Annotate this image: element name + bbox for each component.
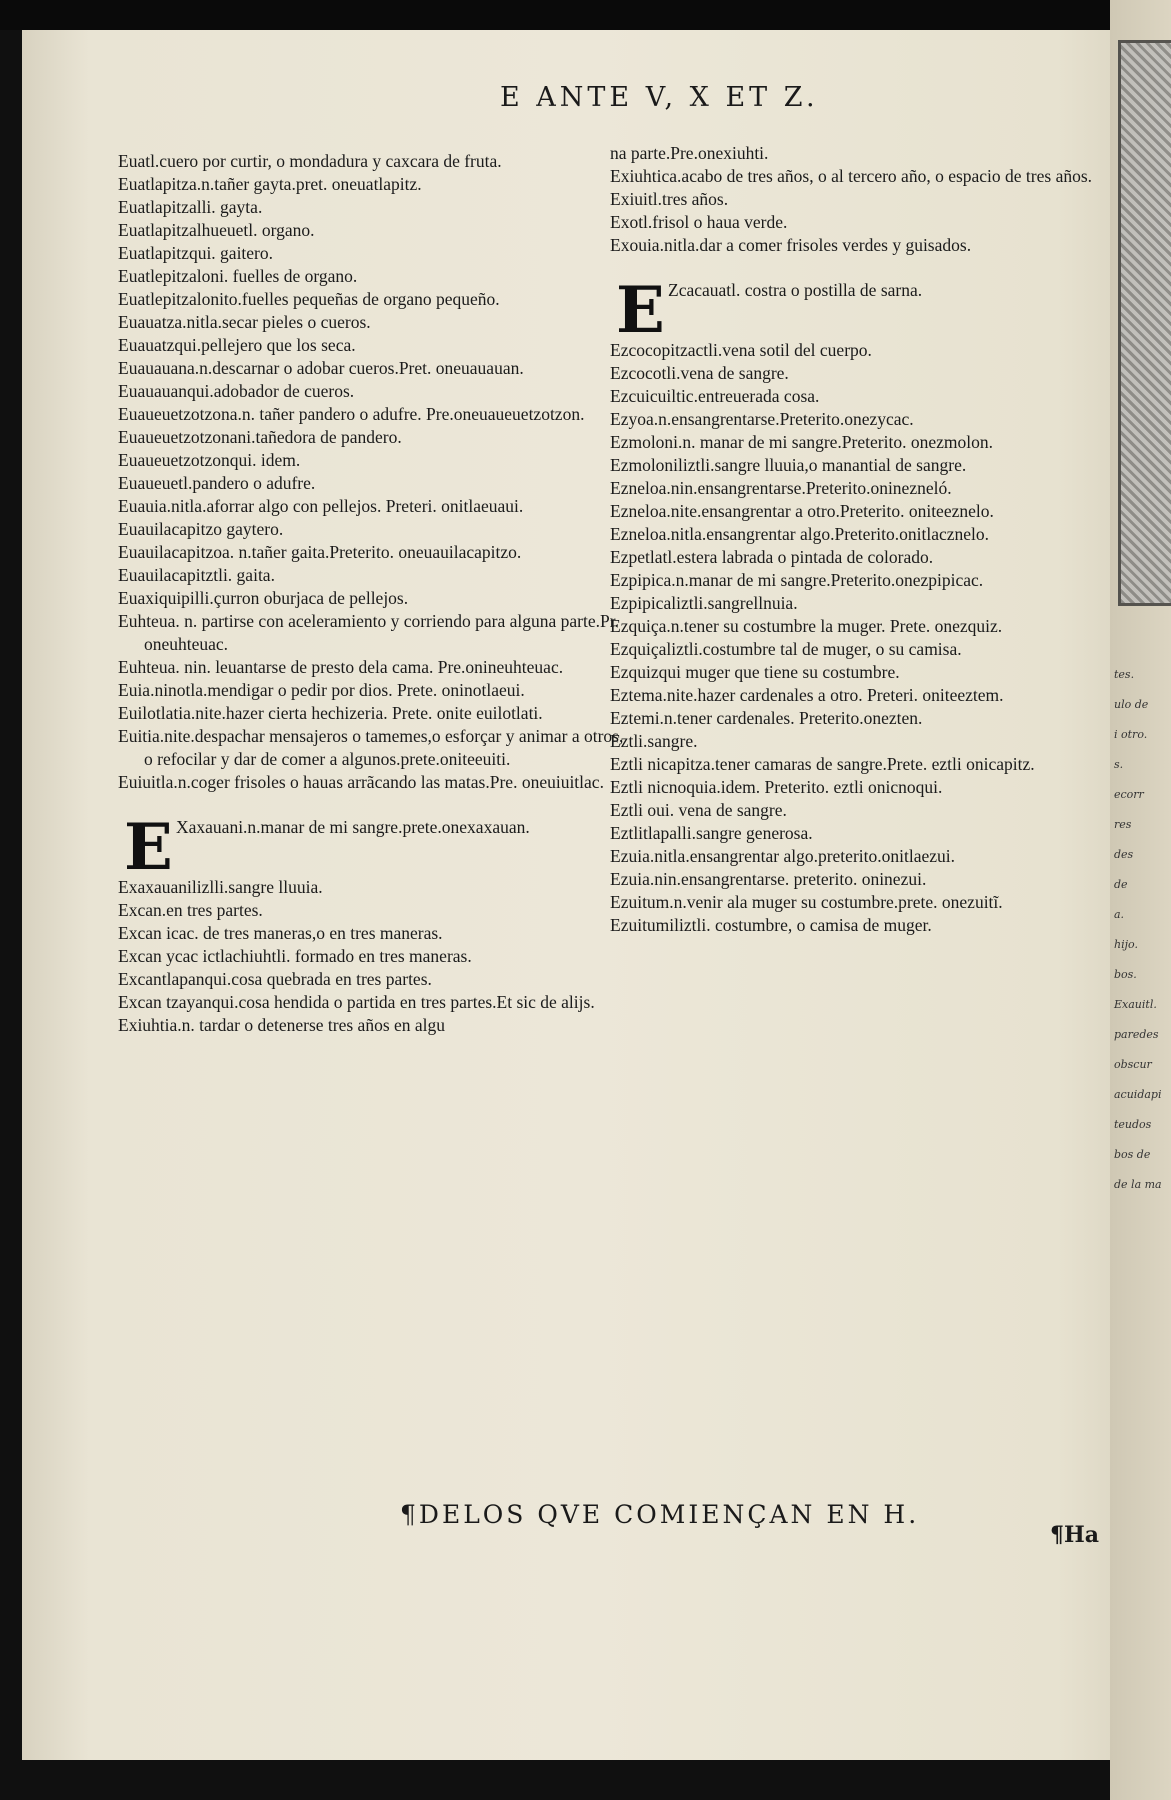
adjacent-page-edge (1110, 0, 1171, 1800)
dictionary-entry: Ezcuicuiltic.entreuerada cosa. (610, 386, 820, 406)
left-section-start (118, 810, 628, 885)
dictionary-entry: Ezuia.nitla.ensangrentar algo.preterito.onitlaezui. (610, 846, 955, 866)
dictionary-entry: Euauatza.nitla.secar pieles o cueros. (118, 312, 371, 332)
dictionary-entry: Euauatzqui.pellejero que los seca. (118, 335, 356, 355)
adjacent-fragment: tes. (1114, 668, 1135, 681)
catchword: ¶Ha (1050, 1522, 1100, 1548)
dictionary-entry: Euaueuetl.pandero o adufre. (118, 473, 316, 493)
dictionary-entry: Euia.ninotla.mendigar o pedir por dios. Prete. oninotlaeui. (118, 680, 525, 700)
section-rubric: ¶DELOS QVE COMIENÇAN EN H. (400, 1500, 920, 1529)
dictionary-entry: Exouia.nitla.dar a comer frisoles verdes y guisados. (610, 235, 972, 255)
dictionary-entry: Exiuhtica.acabo de tres años, o al tercero año, o espacio de tres años. (610, 166, 1093, 186)
dictionary-entry: Eztli nicnoquia.idem. Preterito. eztli onicnoqui. (610, 777, 943, 797)
left-section-entries (118, 876, 628, 1037)
adjacent-fragment: bos de (1114, 1148, 1151, 1161)
dictionary-entry: Ezneloa.nite.ensangrentar a otro.Preterito. oniteeznelo. (610, 501, 994, 521)
dictionary-entry: Exiuitl.tres años. (610, 189, 729, 209)
dictionary-entry: Euiuitla.n.coger frisoles o hauas arrãcando las matas.Pre. oneuiuitlac. (118, 772, 604, 792)
dictionary-entry: Euatlepitzaloni. fuelles de organo. (118, 266, 358, 286)
section-first-entry: Zcacauatl. costra o postilla de sarna. (668, 280, 923, 300)
right-column (610, 142, 1115, 937)
adjacent-fragment: hijo. (1114, 938, 1138, 951)
dictionary-entry: Euauauana.n.descarnar o adobar cueros.Pret. oneuauauan. (118, 358, 524, 378)
dictionary-entry: Euauilacapitzo gaytero. (118, 519, 284, 539)
right-top-entries (610, 142, 1115, 257)
dictionary-entry: Ezyoa.n.ensangrentarse.Preterito.onezycac. (610, 409, 914, 429)
dictionary-entry: Ezneloa.nin.ensangrentarse.Preterito.oninezneló. (610, 478, 952, 498)
left-entries (118, 150, 628, 794)
dictionary-entry: Ezcocopitzactli.vena sotil del cuerpo. (610, 340, 872, 360)
dictionary-entry: Euatlepitzalonito.fuelles pequeñas de organo pequeño. (118, 289, 500, 309)
dictionary-entry: Exaxauanilizlli.sangre lluuia. (118, 877, 323, 897)
dictionary-entry: Euhteua. n. partirse con aceleramiento y corriendo para alguna parte.Pr. oneuhteuac. (118, 611, 619, 654)
dictionary-entry: Eztlitlapalli.sangre generosa. (610, 823, 813, 843)
drop-cap-initial: E (124, 810, 173, 885)
adjacent-fragment: paredes (1114, 1028, 1159, 1041)
dictionary-entry: Euitia.nite.despachar mensajeros o tamemes,o esforçar y animar a otros, o refocilar y dar de comer a algunos.prete.oniteeuiti. (118, 726, 624, 769)
dictionary-entry: Ezmoloniliztli.sangre lluuia,o manantial de sangre. (610, 455, 967, 475)
dictionary-entry: Ezmoloni.n. manar de mi sangre.Preterito. onezmolon. (610, 432, 993, 452)
drop-cap-initial: E (616, 273, 665, 348)
dictionary-entry: Ezuitumiliztli. costumbre, o camisa de muger. (610, 915, 932, 935)
dictionary-entry: Excan ycac ictlachiuhtli. formado en tres maneras. (118, 946, 472, 966)
dictionary-entry: Eztli oui. vena de sangre. (610, 800, 787, 820)
dictionary-entry: Euaueuetzotzona.n. tañer pandero o adufre. Pre.oneuaueuetzotzon. (118, 404, 585, 424)
dictionary-entry: Excan tzayanqui.cosa hendida o partida en tres partes.Et sic de alijs. (118, 992, 595, 1012)
adjacent-fragment: a. (1114, 908, 1125, 921)
dictionary-entry: Euhteua. nin. leuantarse de presto dela cama. Pre.onineuhteuac. (118, 657, 564, 677)
adjacent-fragment: teudos (1114, 1118, 1152, 1131)
adjacent-fragment: de la ma (1114, 1178, 1162, 1191)
dictionary-entry: Exiuhtia.n. tardar o detenerse tres años en algu (118, 1015, 446, 1035)
dictionary-entry: Ezpetlatl.estera labrada o pintada de colorado. (610, 547, 934, 567)
running-head: E ANTE V, X ET Z. (500, 82, 819, 113)
dictionary-entry: Excan.en tres partes. (118, 900, 263, 920)
dictionary-entry: Eztli.sangre. (610, 731, 698, 751)
dictionary-entry: Euatl.cuero por curtir, o mondadura y caxcara de fruta. (118, 151, 502, 171)
adjacent-fragment: bos. (1114, 968, 1137, 981)
right-section-start (610, 273, 1115, 348)
dictionary-entry: Euatlapitza.n.tañer gayta.pret. oneuatlapitz. (118, 174, 422, 194)
dictionary-entry: Euauilacapitzoa. n.tañer gaita.Preterito. oneuauilacapitzo. (118, 542, 522, 562)
dictionary-entry: Euaueuetzotzonqui. idem. (118, 450, 301, 470)
dictionary-entry: Euaxiquipilli.çurron oburjaca de pellejos. (118, 588, 409, 608)
dictionary-entry: Euatlapitzalhueuetl. organo. (118, 220, 315, 240)
dictionary-entry: Ezpipica.n.manar de mi sangre.Preterito.onezpipicac. (610, 570, 984, 590)
dictionary-entry: Ezuitum.n.venir ala muger su costumbre.prete. onezuitĩ. (610, 892, 1003, 912)
dictionary-entry: Euatlapitzalli. gayta. (118, 197, 263, 217)
dictionary-entry: Euaueuetzotzonani.tañedora de pandero. (118, 427, 402, 447)
left-column (118, 150, 628, 1037)
adjacent-fragment: Exauitl. (1114, 998, 1157, 1011)
adjacent-fragment: acuidapi (1114, 1088, 1162, 1101)
dictionary-entry: Ezpipicaliztli.sangrellnuia. (610, 593, 798, 613)
dictionary-entry: Euauauanqui.adobador de cueros. (118, 381, 355, 401)
adjacent-fragment: obscur (1114, 1058, 1152, 1071)
adjacent-fragment: i otro. (1114, 728, 1148, 741)
dictionary-entry: Euauilacapitztli. gaita. (118, 565, 275, 585)
dictionary-entry: Excan icac. de tres maneras,o en tres maneras. (118, 923, 443, 943)
adjacent-fragment: res (1114, 818, 1132, 831)
scan-top-margin (0, 0, 1171, 30)
dictionary-entry: na parte.Pre.onexiuhti. (610, 143, 769, 163)
dictionary-entry: Ezquiça.n.tener su costumbre la muger. Prete. onezquiz. (610, 616, 1003, 636)
dictionary-entry: Ezuia.nin.ensangrentarse. preterito. oninezui. (610, 869, 927, 889)
dictionary-entry: Ezquiçaliztli.costumbre tal de muger, o su camisa. (610, 639, 962, 659)
decorative-border-ornament (1118, 40, 1171, 606)
adjacent-fragment: ecorr (1114, 788, 1144, 801)
dictionary-entry: Ezquizqui muger que tiene su costumbre. (610, 662, 900, 682)
dictionary-entry: Eztemi.n.tener cardenales. Preterito.onezten. (610, 708, 923, 728)
dictionary-entry: Euauia.nitla.aforrar algo con pellejos. Preteri. onitlaeuaui. (118, 496, 524, 516)
adjacent-fragment: de (1114, 878, 1128, 891)
adjacent-fragment: s. (1114, 758, 1124, 771)
dictionary-entry: Exotl.frisol o haua verde. (610, 212, 788, 232)
dictionary-entry: Eztema.nite.hazer cardenales a otro. Preteri. oniteeztem. (610, 685, 1004, 705)
dictionary-entry: Ezneloa.nitla.ensangrentar algo.Preterito.onitlacznelo. (610, 524, 990, 544)
right-section-entries (610, 339, 1115, 937)
section-first-entry: Xaxauani.n.manar de mi sangre.prete.onexaxauan. (176, 817, 530, 837)
dictionary-entry: Ezcocotli.vena de sangre. (610, 363, 789, 383)
adjacent-fragment: ulo de (1114, 698, 1149, 711)
dictionary-entry: Euilotlatia.nite.hazer cierta hechizeria. Prete. onite euilotlati. (118, 703, 543, 723)
adjacent-fragment: des (1114, 848, 1134, 861)
dictionary-entry: Excantlapanqui.cosa quebrada en tres partes. (118, 969, 432, 989)
adjacent-page-text (1114, 660, 1171, 1200)
dictionary-entry: Eztli nicapitza.tener camaras de sangre.Prete. eztli onicapitz. (610, 754, 1035, 774)
dictionary-entry: Euatlapitzqui. gaitero. (118, 243, 274, 263)
